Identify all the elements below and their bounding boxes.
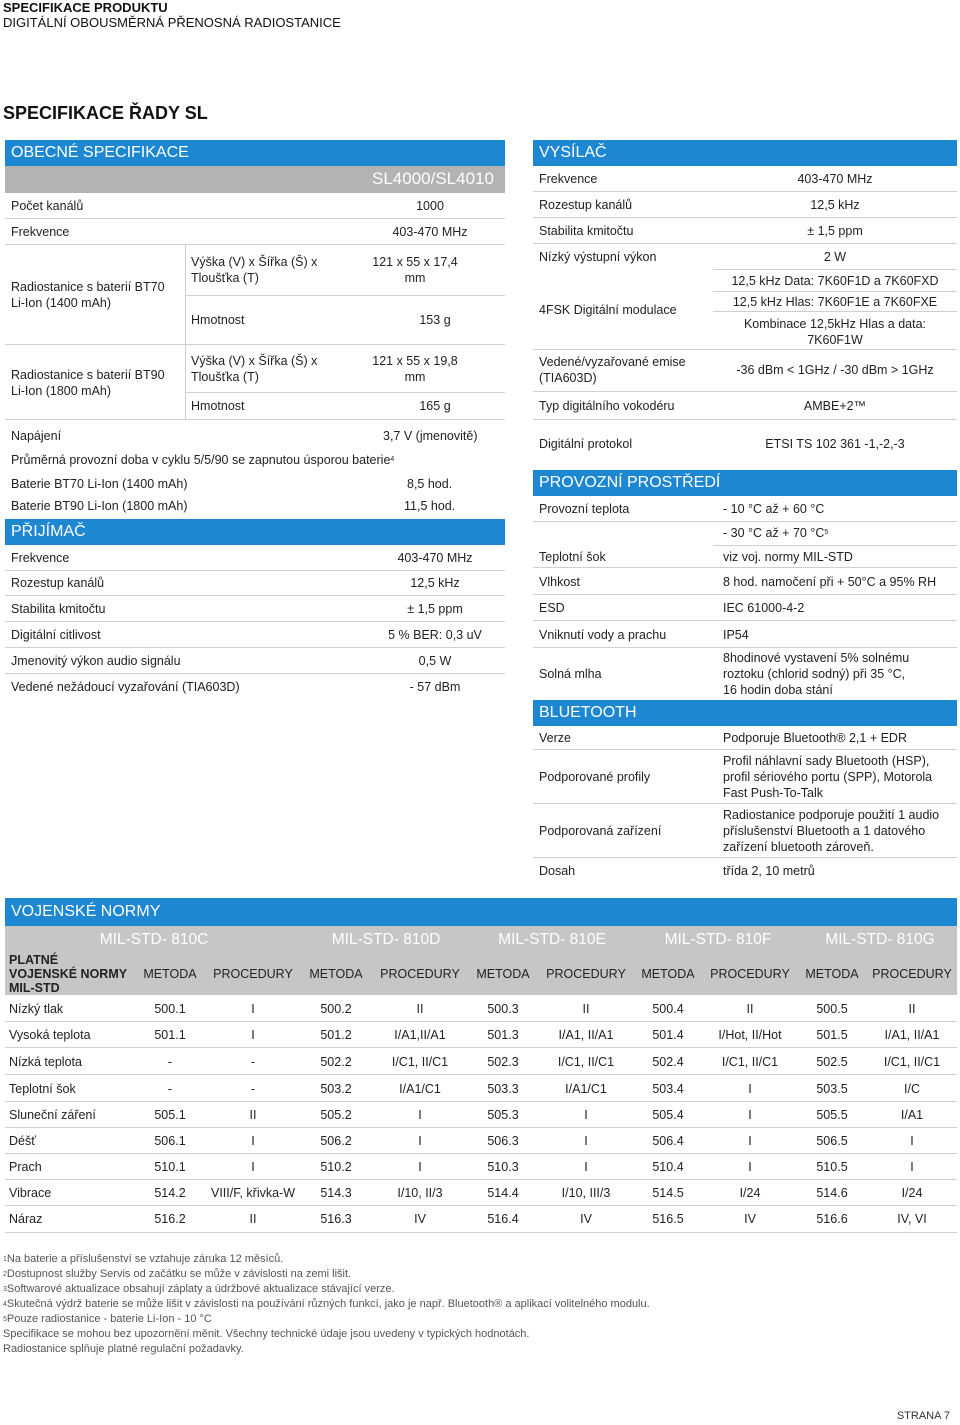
method-column-header: METODA	[476, 967, 530, 981]
military-cell: 506.4	[652, 1134, 684, 1148]
military-cell: I/24	[901, 1186, 923, 1200]
bt-profiles-row: Podporované profily Profil náhlavní sady Bluetooth (HSP), profil sériového portu (SPP), Motorola Fast Push-To-Talk	[533, 750, 957, 804]
military-cell: I/A1, II/A1	[884, 1028, 940, 1042]
military-cell: 502.2	[320, 1055, 352, 1069]
military-cell: I	[748, 1134, 752, 1148]
military-cell: II	[908, 1002, 916, 1016]
bt-devices-row: Podporovaná zařízení Radiostanice podporuje použití 1 audio příslušenství Bluetooth a 1 datového zařízení bluetooth zároveň.	[533, 804, 957, 858]
military-cell: I/A1/C1	[399, 1082, 441, 1096]
footnote-number: 3	[3, 1286, 7, 1293]
receiver-row-label: Jmenovitý výkon audio signálu	[11, 654, 181, 668]
military-cell: -	[167, 1082, 173, 1096]
military-cell: IV	[580, 1212, 592, 1226]
receiver-section-title: PŘIJÍMAČ	[5, 519, 505, 545]
method-column-header: METODA	[641, 967, 695, 981]
tx-vocoder-row: Typ digitálního vokodéru AMBE+2™	[533, 392, 957, 420]
model-name: SL4000/SL4010	[372, 169, 494, 188]
military-cell: I	[584, 1108, 588, 1122]
channels-value: 1000	[416, 199, 444, 213]
military-cell: I	[251, 1028, 255, 1042]
receiver-row-label: Stabilita kmitočtu	[11, 602, 106, 616]
military-cell: IV	[414, 1212, 426, 1226]
military-cell: I	[418, 1160, 422, 1174]
frequency-value: 403-470 MHz	[392, 225, 468, 239]
military-cell: 505.5	[816, 1108, 848, 1122]
bt70-weight-value: 153 g	[419, 313, 451, 327]
military-cell: 503.2	[320, 1082, 352, 1096]
receiver-row-value: ± 1,5 ppm	[407, 602, 463, 616]
military-cell: I/A1/C1	[565, 1082, 607, 1096]
military-cell: I	[584, 1134, 588, 1148]
military-cell: I	[251, 1002, 255, 1016]
military-cell: I/C1, II/C1	[391, 1055, 449, 1069]
military-cell: 510.2	[320, 1160, 352, 1174]
env-temp2-row: - 30 °C až + 70 °C 5	[723, 526, 829, 540]
footnote-text: Na baterie a příslušenství se vztahuje záruka 12 měsíců.	[6, 1253, 284, 1265]
military-cell: I/C1, II/C1	[557, 1055, 615, 1069]
military-cell: 501.1	[154, 1028, 186, 1042]
military-cell: 514.5	[652, 1186, 684, 1200]
env-temp-row: Provozní teplota - 10 °C až + 60 °C	[533, 496, 957, 522]
bt70-weight-label: Hmotnost	[191, 313, 245, 327]
military-test-name: Sluneční záření	[9, 1108, 96, 1122]
military-test-name: Déšť	[9, 1134, 36, 1148]
military-cell: II	[249, 1212, 257, 1226]
footnotes	[3, 1252, 650, 1357]
military-cell: 506.1	[154, 1134, 186, 1148]
footnote-number: 5	[3, 1316, 7, 1323]
procedure-column-header: PROCEDURY	[872, 967, 952, 981]
military-test-name: Vibrace	[9, 1186, 52, 1200]
env-salt-row: Solná mlha 8hodinové vystavení 5% solnému roztoku (chlorid sodný) při 35 °C, 16 hodin doba stání	[539, 651, 910, 697]
bt90-weight-label: Hmotnost	[191, 399, 245, 413]
military-cell: 510.4	[652, 1160, 684, 1174]
military-section-title: VOJENSKÉ NORMY	[5, 898, 957, 926]
military-standard-header: MIL-STD- 810C	[99, 931, 209, 948]
military-standard-header: MIL-STD- 810G	[825, 931, 935, 948]
footnote-text: Skutečná výdrž baterie se může lišit v závislosti na používání různých funkcí, jako je např. Bluetooth® a aplikací volitelného modulu.	[6, 1298, 650, 1310]
military-cell: 501.2	[320, 1028, 352, 1042]
page-number: STRANA 7	[896, 1410, 950, 1422]
procedure-column-header: PROCEDURY	[710, 967, 790, 981]
military-test-name: Nízký tlak	[9, 1002, 64, 1016]
channels-row	[5, 193, 505, 219]
footnote-text: Pouze radiostanice - baterie Li-Ion - 10 °C	[6, 1313, 212, 1325]
military-cell: I	[748, 1082, 752, 1096]
receiver-row-label: Digitální citlivost	[11, 628, 101, 642]
military-cell: 510.3	[487, 1160, 519, 1174]
bt70-dim-label: Výška (V) x Šířka (Š) x Tloušťka (T)	[191, 255, 318, 285]
military-cell: I	[910, 1134, 914, 1148]
footnote-line	[3, 1282, 650, 1297]
channels-label: Počet kanálů	[11, 199, 84, 213]
transmitter-section-title: VYSÍLAČ	[533, 140, 957, 166]
military-cell: I	[748, 1160, 752, 1174]
military-cell: II	[582, 1002, 590, 1016]
military-cell: 510.5	[816, 1160, 848, 1174]
military-test-name: Prach	[9, 1160, 42, 1174]
receiver-row	[5, 545, 505, 571]
power-label: Napájení	[11, 429, 62, 443]
footnote-text: Softwarové aktualizace obsahují záplaty a údržbové aktualizace stávající verze.	[6, 1283, 395, 1295]
receiver-row	[5, 596, 505, 622]
footnote-text: Dostupnost služby Servis od začátku se může v závislosti na zemi lišit.	[6, 1268, 352, 1280]
military-cell: 514.4	[487, 1186, 519, 1200]
footnote-text: Specifikace se mohou bez upozornění měnit. Všechny technické údaje jsou uvedeny v typických hodnotách.	[3, 1328, 530, 1340]
receiver-row-value: 0,5 W	[418, 654, 452, 668]
military-cell: I	[418, 1134, 422, 1148]
footnote-line	[3, 1252, 650, 1267]
bt90-runtime-label: Baterie BT90 Li-Ion (1800 mAh)	[11, 499, 188, 513]
footnote-line	[3, 1342, 650, 1357]
military-cell: II	[416, 1002, 424, 1016]
military-cell: VIII/F, křivka-W	[210, 1186, 296, 1200]
receiver-row	[5, 674, 505, 700]
military-cell: I	[584, 1160, 588, 1174]
military-cell: 514.2	[154, 1186, 186, 1200]
receiver-row	[5, 622, 505, 648]
military-cell: 516.2	[154, 1212, 186, 1226]
military-cell: I	[251, 1160, 255, 1174]
military-cell: II	[746, 1002, 754, 1016]
military-cell: -	[250, 1055, 256, 1069]
military-cell: IV, VI	[897, 1212, 927, 1226]
env-humidity-row: Vlhkost 8 hod. namočení při + 50°C a 95% RH	[533, 568, 957, 595]
military-cell: 516.5	[652, 1212, 684, 1226]
military-cell: I	[748, 1108, 752, 1122]
bt90-label: Radiostanice s baterií BT90 Li-Ion (1800 mAh)	[11, 367, 165, 398]
military-cell: 503.5	[816, 1082, 848, 1096]
military-test-name: Teplotní šok	[9, 1082, 76, 1096]
military-cell: 503.3	[487, 1082, 519, 1096]
bt-range-row: Dosah třída 2, 10 metrů	[539, 864, 815, 878]
military-cell: 503.4	[652, 1082, 684, 1096]
bt90-dim-label: Výška (V) x Šířka (Š) x Tloušťka (T)	[191, 354, 318, 384]
bt90-block	[5, 345, 505, 420]
military-cell: 502.4	[652, 1055, 684, 1069]
env-ip-row: Vniknutí vody a prachu IP54	[533, 621, 957, 648]
military-cell: 510.1	[154, 1160, 186, 1174]
military-cell: 500.5	[816, 1002, 848, 1016]
receiver-row-value: 403-470 MHz	[397, 551, 473, 565]
military-cell: 502.5	[816, 1055, 848, 1069]
document-subtitle: DIGITÁLNÍ OBOUSMĚRNÁ PŘENOSNÁ RADIOSTANICE	[3, 15, 341, 30]
footnote-line	[3, 1312, 650, 1327]
receiver-row-value: - 57 dBm	[409, 680, 461, 694]
footnote-line	[3, 1297, 650, 1312]
footnote-line	[3, 1327, 650, 1342]
military-cell: I	[418, 1108, 422, 1122]
military-cell: I/A1	[900, 1108, 924, 1122]
military-cell: -	[250, 1082, 256, 1096]
military-cell: 501.4	[652, 1028, 684, 1042]
military-row-header: PLATNÉ VOJENSKÉ NORMY MIL-STD	[9, 953, 127, 995]
bt90-weight-value: 165 g	[419, 399, 451, 413]
military-test-name: Vysoká teplota	[9, 1028, 91, 1042]
footnote-number: 2	[3, 1271, 7, 1278]
military-cell: 500.3	[487, 1002, 519, 1016]
frequency-label: Frekvence	[11, 225, 70, 239]
military-cell: I/C1, II/C1	[883, 1055, 941, 1069]
military-cell: 505.3	[487, 1108, 519, 1122]
military-cell: I/A1, II/A1	[558, 1028, 614, 1042]
bt70-block	[5, 245, 505, 345]
footnote-number: 1	[3, 1256, 7, 1263]
tx-frequency-row: Frekvence 403-470 MHz	[533, 166, 957, 192]
method-column-header: METODA	[805, 967, 859, 981]
military-cell: 500.4	[652, 1002, 684, 1016]
footnote-number: 4	[3, 1301, 7, 1308]
tx-spacing-row: Rozestup kanálů 12,5 kHz	[533, 192, 957, 218]
power-value: 3,7 V (jmenovitě)	[383, 429, 478, 443]
military-test-name: Nízká teplota	[9, 1055, 82, 1069]
military-cell: I/A1,II/A1	[394, 1028, 446, 1042]
bt70-runtime-value: 8,5 hod.	[407, 477, 453, 491]
procedure-column-header: PROCEDURY	[213, 967, 293, 981]
bt90-dim-value: 121 x 55 x 19,8 mm	[372, 354, 458, 384]
military-standard-header: MIL-STD- 810F	[664, 931, 772, 948]
military-cell: I/Hot, II/Hot	[718, 1028, 782, 1042]
military-standard-header: MIL-STD- 810D	[331, 931, 441, 948]
military-cell: 506.5	[816, 1134, 848, 1148]
receiver-row-label: Rozestup kanálů	[11, 576, 105, 590]
env-esd-row: ESD IEC 61000-4-2	[533, 595, 957, 621]
military-cell: 501.5	[816, 1028, 848, 1042]
receiver-row	[5, 648, 505, 674]
model-header	[5, 166, 505, 193]
receiver-row-label: Vedené nežádoucí vyzařování (TIA603D)	[11, 680, 240, 694]
military-cell: 505.2	[320, 1108, 352, 1122]
duty-cycle-label: Průměrná provozní doba v cyklu 5/5/90 se zapnutou úsporou baterie 4	[11, 453, 395, 467]
military-cell: I/C	[904, 1082, 920, 1096]
receiver-row-label: Frekvence	[11, 551, 70, 565]
military-cell: 514.6	[816, 1186, 848, 1200]
receiver-row	[5, 570, 505, 596]
military-cell: 502.3	[487, 1055, 519, 1069]
tx-emission-row: Vedené/vyzařované emise (TIA603D) -36 dBm < 1GHz / -30 dBm > 1GHz	[533, 350, 957, 392]
receiver-row-value: 12,5 kHz	[410, 576, 460, 590]
military-cell: 516.4	[487, 1212, 519, 1226]
military-cell: II	[249, 1108, 257, 1122]
bt70-dim-value: 121 x 55 x 17,4 mm	[372, 255, 458, 285]
method-column-header: METODA	[143, 967, 197, 981]
env-shock-row: Teplotní šok viz voj. normy MIL-STD	[533, 546, 957, 568]
tx-modulation-row: 4FSK Digitální modulace 12,5 kHz Data: 7K60F1D a 7K60FXD 12,5 kHz Hlas: 7K60F1E a 7K60FXE Kombinace 12,5kHz Hlas a data: 7K60F1W	[533, 270, 957, 350]
tx-protocol-row: Digitální protokol ETSI TS 102 361 -1,-2,-3	[539, 437, 905, 451]
bt70-label: Radiostanice s baterií BT70 Li-Ion (1400 mAh)	[11, 280, 165, 310]
document-type: SPECIFIKACE PRODUKTU	[3, 0, 168, 15]
page-title: SPECIFIKACE ŘADY SL	[3, 103, 208, 123]
military-cell: 506.2	[320, 1134, 352, 1148]
receiver-row-value: 5 % BER: 0,3 uV	[388, 628, 482, 642]
military-cell: I/10, III/3	[561, 1186, 611, 1200]
military-cell: -	[167, 1055, 173, 1069]
footnote-line	[3, 1267, 650, 1282]
military-test-name: Náraz	[9, 1212, 43, 1226]
military-cell: 506.3	[487, 1134, 519, 1148]
tx-low-power-row: Nízký výstupní výkon 2 W	[539, 250, 847, 264]
military-cell: I/C1, II/C1	[721, 1055, 779, 1069]
footnote-text: Radiostanice splňuje platné regulační požadavky.	[3, 1343, 244, 1355]
military-cell: 505.1	[154, 1108, 186, 1122]
military-standard-header: MIL-STD- 810E	[498, 931, 606, 948]
bt-version-row: Verze Podporuje Bluetooth® 2,1 + EDR	[533, 726, 957, 750]
military-cell: I/10, II/3	[397, 1186, 443, 1200]
environment-section-title: PROVOZNÍ PROSTŘEDÍ	[533, 470, 957, 496]
procedure-column-header: PROCEDURY	[380, 967, 460, 981]
military-cell: I	[910, 1160, 914, 1174]
military-cell: I/24	[739, 1186, 761, 1200]
bt90-runtime-value: 11,5 hod.	[404, 499, 456, 513]
military-cell: IV	[744, 1212, 756, 1226]
military-cell: 514.3	[320, 1186, 352, 1200]
military-cell: 500.1	[154, 1002, 186, 1016]
method-column-header: METODA	[309, 967, 363, 981]
general-section-title: OBECNÉ SPECIFIKACE	[5, 140, 505, 166]
frequency-row	[5, 219, 505, 245]
bt70-runtime-label: Baterie BT70 Li-Ion (1400 mAh)	[11, 477, 188, 491]
military-cell: 516.6	[816, 1212, 848, 1226]
military-cell: I	[251, 1134, 255, 1148]
bluetooth-section-title: BLUETOOTH	[533, 700, 957, 726]
procedure-column-header: PROCEDURY	[546, 967, 626, 981]
military-cell: 505.4	[652, 1108, 684, 1122]
tx-stability-row: Stabilita kmitočtu ± 1,5 ppm	[533, 218, 957, 244]
military-cell: 501.3	[487, 1028, 519, 1042]
military-cell: 500.2	[320, 1002, 352, 1016]
military-cell: 516.3	[320, 1212, 352, 1226]
